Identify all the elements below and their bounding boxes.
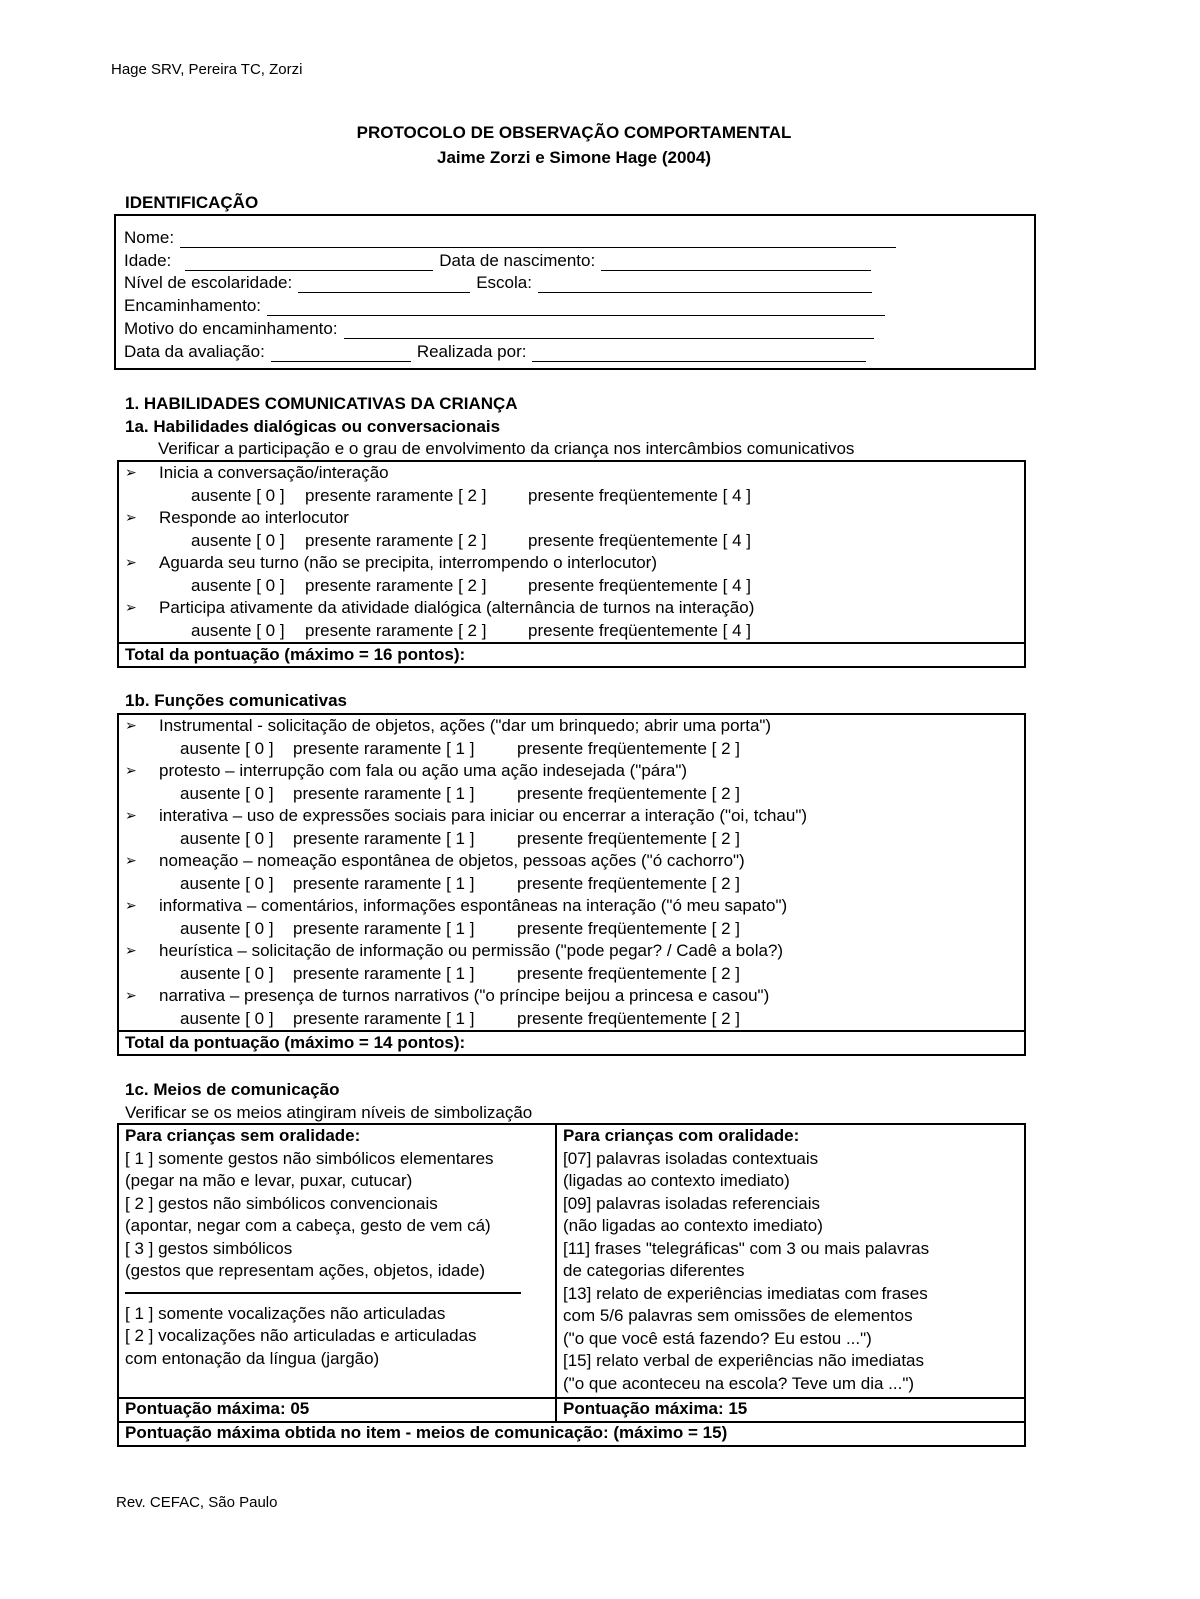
list-item: (ligadas ao contexto imediato) — [563, 1171, 790, 1190]
section-1a-box — [117, 460, 1026, 668]
item-text: Responde ao interlocutor — [159, 508, 349, 528]
list-item — [119, 985, 1024, 1008]
list-item: [11] frases "telegráficas" com 3 ou mais palavras — [563, 1238, 930, 1258]
item-text: nomeação – nomeação espontânea de objetos, pessoas ações ("ó cachorro") — [159, 851, 745, 871]
options-row — [119, 530, 1024, 553]
score-option[interactable]: presente freqüentemente [ 4 ] — [528, 530, 752, 550]
identificacao-box — [114, 214, 1036, 370]
list-item — [119, 760, 1024, 783]
score-option[interactable]: presente freqüentemente [ 2 ] — [517, 783, 741, 803]
item-text: Participa ativamente da atividade dialógica (alternância de turnos na interação) — [159, 598, 755, 618]
list-item: [ 1 ] somente vocalizações não articuladas — [125, 1303, 446, 1323]
score-option[interactable]: presente raramente [ 2 ] — [305, 530, 487, 550]
score-option[interactable]: presente raramente [ 1 ] — [293, 738, 475, 758]
escola-field[interactable] — [538, 277, 872, 293]
list-item: com entonação da língua (jargão) — [125, 1348, 380, 1368]
arrow-bullet-icon: ➢ — [125, 987, 137, 1003]
sem-oralidade-cell — [118, 1124, 556, 1398]
score-option[interactable]: ausente [ 0 ] — [191, 575, 285, 595]
score-option[interactable]: ausente [ 0 ] — [191, 485, 285, 505]
sem-oralidade-gestos — [125, 1148, 549, 1283]
section-1-heading: 1. HABILIDADES COMUNICATIVAS DA CRIANÇA — [125, 394, 518, 413]
arrow-bullet-icon: ➢ — [125, 852, 137, 868]
score-option[interactable]: ausente [ 0 ] — [191, 530, 285, 550]
arrow-bullet-icon: ➢ — [125, 897, 137, 913]
com-oralidade-heading: Para crianças com oralidade: — [563, 1126, 800, 1145]
list-item: ("o que você está fazendo? Eu estou ...") — [563, 1328, 872, 1348]
list-item: (não ligadas ao contexto imediato) — [563, 1216, 823, 1235]
section-1b-items — [119, 715, 1024, 1030]
options-row — [119, 783, 1024, 806]
item-text: Instrumental - solicitação de objetos, ações ("dar um brinquedo; abrir uma porta") — [159, 716, 772, 736]
running-foot: Rev. CEFAC, São Paulo — [116, 1494, 278, 1511]
encaminhamento-row — [124, 293, 1026, 316]
identificacao-heading: IDENTIFICAÇÃO — [125, 193, 259, 212]
sem-oralidade-max: Pontuação máxima: 05 — [118, 1398, 556, 1422]
sem-oralidade-vocalizacoes — [125, 1303, 549, 1371]
score-option[interactable]: presente freqüentemente [ 2 ] — [517, 1008, 741, 1028]
encaminhamento-field[interactable] — [267, 300, 885, 316]
list-item — [119, 940, 1024, 963]
list-item — [119, 552, 1024, 575]
score-option[interactable]: presente raramente [ 1 ] — [293, 1008, 475, 1028]
data-nascimento-field[interactable] — [601, 255, 871, 271]
com-oralidade-cell — [556, 1124, 1025, 1398]
section-1a-total: Total da pontuação (máximo = 16 pontos): — [119, 642, 1024, 666]
list-item: (pegar na mão e levar, puxar, cutucar) — [125, 1171, 413, 1190]
arrow-bullet-icon: ➢ — [125, 717, 137, 733]
score-option[interactable]: presente freqüentemente [ 2 ] — [517, 873, 741, 893]
realizada-por-label: Realizada por: — [416, 341, 527, 361]
item-text: protesto – interrupção com fala ou ação uma ação indesejada ("pára") — [159, 761, 688, 781]
arrow-bullet-icon: ➢ — [125, 762, 137, 778]
list-item: [ 1 ] somente gestos não simbólicos elementares — [125, 1148, 494, 1168]
arrow-bullet-icon: ➢ — [125, 464, 137, 480]
data-nascimento-label: Data de nascimento: — [439, 250, 596, 270]
list-item: ("o que aconteceu na escola? Teve um dia ...") — [563, 1373, 915, 1393]
options-row — [119, 1008, 1024, 1031]
score-option[interactable]: presente freqüentemente [ 2 ] — [517, 828, 741, 848]
item-text: heurística – solicitação de informação ou permissão ("pode pegar? / Cadê a bola?) — [159, 941, 784, 961]
running-head: Hage SRV, Pereira TC, Zorzi — [111, 61, 303, 78]
options-row — [119, 738, 1024, 761]
list-item: de categorias diferentes — [563, 1261, 745, 1280]
arrow-bullet-icon: ➢ — [125, 509, 137, 525]
arrow-bullet-icon: ➢ — [125, 554, 137, 570]
escola-label: Escola: — [476, 273, 532, 293]
list-item: (gestos que representam ações, objetos, idade) — [125, 1261, 486, 1280]
document-title: PROTOCOLO DE OBSERVAÇÃO COMPORTAMENTAL — [356, 123, 792, 142]
idade-field[interactable] — [185, 255, 433, 271]
options-row — [119, 620, 1024, 643]
arrow-bullet-icon: ➢ — [125, 942, 137, 958]
com-oralidade-items — [563, 1148, 1018, 1396]
score-option[interactable]: presente raramente [ 2 ] — [305, 575, 487, 595]
score-option[interactable]: presente raramente [ 1 ] — [293, 873, 475, 893]
encaminhamento-label: Encaminhamento: — [124, 296, 262, 316]
score-option[interactable]: ausente [ 0 ] — [180, 738, 274, 758]
list-item — [119, 850, 1024, 873]
meios-comunicacao-table — [117, 1123, 1026, 1447]
motivo-row — [124, 316, 1026, 339]
list-item — [119, 462, 1024, 485]
options-row — [119, 575, 1024, 598]
score-option[interactable]: presente freqüentemente [ 4 ] — [528, 620, 752, 640]
section-1a-description: Verificar a participação e o grau de envolvimento da criança nos intercâmbios comunicativos — [158, 439, 855, 458]
divider — [125, 1292, 521, 1294]
item-text: narrativa – presença de turnos narrativos ("o príncipe beijou a princesa e casou") — [159, 986, 770, 1006]
list-item — [119, 507, 1024, 530]
idade-row — [124, 248, 1026, 271]
section-1b-heading: 1b. Funções comunicativas — [125, 691, 348, 710]
nivel-escolaridade-field[interactable] — [298, 277, 470, 293]
document-authors: Jaime Zorzi e Simone Hage (2004) — [437, 148, 711, 167]
section-1a-items — [119, 462, 1024, 642]
section-1b-box — [117, 713, 1026, 1056]
data-avaliacao-field[interactable] — [271, 346, 411, 362]
score-option[interactable]: presente raramente [ 1 ] — [293, 918, 475, 938]
score-option[interactable]: presente raramente [ 2 ] — [305, 485, 487, 505]
score-option[interactable]: ausente [ 0 ] — [180, 783, 274, 803]
score-option[interactable]: presente freqüentemente [ 2 ] — [517, 738, 741, 758]
item-text: Inicia a conversação/interação — [159, 463, 389, 483]
arrow-bullet-icon: ➢ — [125, 807, 137, 823]
section-1c-description: Verificar se os meios atingiram níveis de simbolização — [125, 1103, 533, 1122]
avaliacao-row — [124, 339, 1026, 362]
list-item — [119, 805, 1024, 828]
list-item: [07] palavras isoladas contextuais — [563, 1148, 819, 1168]
score-option[interactable]: presente freqüentemente [ 4 ] — [528, 485, 752, 505]
meios-comunicacao-total: Pontuação máxima obtida no item - meios de comunicação: (máximo = 15) — [118, 1422, 1025, 1446]
score-option[interactable]: ausente [ 0 ] — [180, 918, 274, 938]
list-item: [13] relato de experiências imediatas com frases — [563, 1283, 928, 1303]
section-1c-heading: 1c. Meios de comunicação — [125, 1080, 340, 1099]
arrow-bullet-icon: ➢ — [125, 599, 137, 615]
item-text: Aguarda seu turno (não se precipita, interrompendo o interlocutor) — [159, 553, 658, 573]
list-item: [15] relato verbal de experiências não imediatas — [563, 1351, 924, 1370]
section-1a-heading: 1a. Habilidades dialógicas ou conversacionais — [125, 417, 501, 436]
com-oralidade-max: Pontuação máxima: 15 — [556, 1398, 1025, 1422]
score-option[interactable]: presente raramente [ 1 ] — [293, 963, 475, 983]
list-item: [ 2 ] gestos não simbólicos convencionais — [125, 1193, 438, 1213]
score-option[interactable]: ausente [ 0 ] — [180, 1008, 274, 1028]
data-avaliacao-label: Data da avaliação: — [124, 341, 265, 361]
nome-row — [124, 225, 1026, 248]
options-row — [119, 918, 1024, 941]
nivel-escolaridade-label: Nível de escolaridade: — [124, 273, 293, 293]
list-item: [ 2 ] vocalizações não articuladas e articuladas — [125, 1326, 477, 1345]
idade-label: Idade: — [124, 250, 172, 270]
options-row — [119, 828, 1024, 851]
options-row — [119, 873, 1024, 896]
list-item: (apontar, negar com a cabeça, gesto de vem cá) — [125, 1216, 491, 1235]
list-item — [119, 715, 1024, 738]
options-row — [119, 485, 1024, 508]
list-item — [119, 895, 1024, 918]
score-option[interactable]: ausente [ 0 ] — [180, 963, 274, 983]
list-item: [09] palavras isoladas referenciais — [563, 1193, 821, 1213]
score-option[interactable]: presente raramente [ 1 ] — [293, 828, 475, 848]
item-text: informativa – comentários, informações espontâneas na interação ("ó meu sapato") — [159, 896, 788, 916]
list-item — [119, 597, 1024, 620]
nome-label: Nome: — [124, 227, 175, 247]
score-option[interactable]: presente freqüentemente [ 2 ] — [517, 918, 741, 938]
list-item: com 5/6 palavras sem omissões de elementos — [563, 1306, 913, 1325]
nome-field[interactable] — [180, 232, 896, 248]
score-option[interactable]: ausente [ 0 ] — [180, 873, 274, 893]
item-text: interativa – uso de expressões sociais para iniciar ou encerrar a interação ("oi, tchau") — [159, 806, 808, 826]
score-option[interactable]: presente freqüentemente [ 2 ] — [517, 963, 741, 983]
options-row — [119, 963, 1024, 986]
score-option[interactable]: ausente [ 0 ] — [191, 620, 285, 640]
score-option[interactable]: presente freqüentemente [ 4 ] — [528, 575, 752, 595]
sem-oralidade-heading: Para crianças sem oralidade: — [125, 1126, 361, 1145]
score-option[interactable]: ausente [ 0 ] — [180, 828, 274, 848]
escolaridade-row — [124, 271, 1026, 294]
motivo-label: Motivo do encaminhamento: — [124, 318, 338, 338]
section-1b-total: Total da pontuação (máximo = 14 pontos): — [119, 1030, 1024, 1054]
motivo-field[interactable] — [344, 323, 874, 339]
list-item: [ 3 ] gestos simbólicos — [125, 1238, 293, 1258]
realizada-por-field[interactable] — [532, 346, 866, 362]
score-option[interactable]: presente raramente [ 1 ] — [293, 783, 475, 803]
score-option[interactable]: presente raramente [ 2 ] — [305, 620, 487, 640]
